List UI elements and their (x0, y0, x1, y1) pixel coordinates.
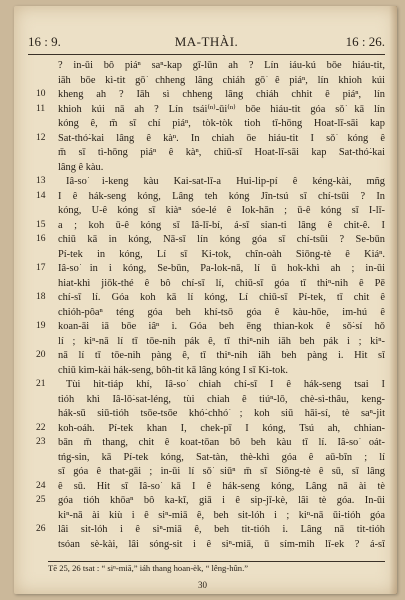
verse-number: 11 (36, 103, 46, 114)
header-book-title: MA-THÀI. (174, 34, 239, 49)
verse-number: 19 (36, 321, 46, 331)
verse-number: 23 (36, 437, 46, 447)
text-line: Tùi hit-tiáp khí, Iâ-so͘ chiah chí-sī I ê hák-seng tsai I (66, 379, 385, 390)
verse-number: 13 (36, 176, 46, 186)
text-line: koh-oáh. Pí-tek khan I, chek-pī I kóng, Tsú ah, chhian- (58, 422, 385, 434)
text-line: koan-āi iā bōe iâⁿ i. Góa beh ēng thian-kok ê sǒ͘-sí hǒ͘ (58, 321, 385, 332)
text-line: m̄ sī tì-hōng piáⁿ ê kàⁿ, chiū-sī Hoat-lī-sāi kap Sat-thó͘-kai (58, 147, 385, 158)
text-line: kóng, U-ê kóng sī kiàⁿ sóe-lé ê Iok-hān ; ū-ê kóng sī I-lī- (58, 205, 385, 216)
text-line: ? in-ūi bô piáⁿ saⁿ-kap gī-lūn ah ? Lín iáu-kú bōe hiáu-tit, (58, 60, 385, 71)
text-line: tńg-sin, kā Pí-tek kóng, Sat-tàn, thè-khì góa ê aū-bīn ; lí (58, 451, 385, 463)
text-line: Pí-tek in kóng, Lí sī Ki-tok, chîn-oàh Siōng-tè ê Kiáⁿ. (58, 248, 385, 260)
header-chapter-verse-end: 16 : 26. (345, 34, 385, 49)
text-line: I ê hák-seng kóng, Lâng teh kóng Jîn-tsú sī chí-tsūi ? In (58, 190, 385, 202)
text-line: chí-sī lí. Góa koh kā lí kóng, Lí chiū-sī Pí-tek, tī chit ê (58, 292, 385, 303)
verse-number: 15 (36, 219, 46, 230)
verse-number: 12 (36, 132, 46, 143)
text-line: a ; koh ū-ê kóng sī Iâ-lī-bí, á-sī sian-ti lâng ê chit-ê. I (58, 219, 385, 231)
verse-number: 14 (36, 190, 46, 201)
running-header (28, 34, 385, 52)
page-edge-shadow (389, 6, 397, 594)
verse-number: 24 (36, 480, 46, 491)
verse-number: 17 (36, 263, 46, 273)
verse-number: 26 (36, 524, 46, 534)
text-line: hák-sū siū-tióh tsōe-tsōe khó͘-chhó͘ ; koh siū hāi-sí, tè saⁿ-jit (58, 408, 385, 419)
text-line: nā lí tī tōe-nih pàng ê, tī thiⁿ-nih iāh beh pàng i. Hit sī (58, 350, 385, 361)
text-line: Iâ-so͘ in i kóng, Se-būn, Pa-lok-nā, lí ū hok-khì ah ; in-ūi (58, 263, 385, 274)
text-line: lâng ê kàu. (58, 161, 104, 173)
text-line: Sat-thó͘-kai lâng ê kàⁿ. In chiah ōe hiáu-tit I sǒ͘ kóng ê (58, 132, 385, 144)
text-line: sī góa ê that-gāi ; in-ūi lí sǒ͘ siūⁿ m̄ sī Siōng-tè ê sū, sī lâng (58, 466, 385, 477)
header-chapter-verse-start: 16 : 9. (28, 34, 61, 49)
verse-number: 21 (36, 379, 46, 389)
text-line: lí ; kiⁿ-nā lí tī tōe-nih pák ê, tī thiⁿ-nih iāh beh pák i ; kiⁿ- (58, 335, 385, 347)
text-line: bān m̄ thang, chit ê koat-tōan bô beh kàu tī lí. Iâ-so͘ oát- (58, 437, 385, 448)
verse-number: 18 (36, 292, 46, 302)
text-line: góa tióh khōaⁿ bô ka-kī, giā i ê sip-jī-kè, lâi tè góa. In-ūi (58, 495, 385, 506)
text-line: tióh khì Iâ-lō͘-sat-léng, tùi chiah ê tiúⁿ-lō, chè-sì-thâu, keng- (58, 393, 385, 405)
text-line: khioh kúi nā ah ? Lín tsái⁽ⁿ⁾-ūi⁽ⁿ⁾ bōe hiáu-tit góa sǒ͘ kā lín (58, 103, 385, 115)
text-line: kiⁿ-nā ài kiù i ê siⁿ-miā ê, beh sit-lóh i ; kiⁿ-nā ūi-tióh góa (58, 509, 385, 521)
text-line: chióh-pôaⁿ téng góa beh khí-tsō góa ê kàu-hōe, im-hú ê (58, 306, 385, 318)
verse-number: 10 (36, 89, 46, 99)
verse-number: 16 (36, 234, 46, 244)
text-line: ê sū. Hit sī Iâ-so͘ kā I ê hák-seng kóng, Lâng nā ài tè (58, 480, 385, 492)
footnote: Tē 25, 26 tsat : “ siⁿ-miā,” iáh thang hoan-èk, “ lêng-hûn.” (48, 563, 249, 573)
text-line: tsóan sè-kài, lâi sóng-sit i ê siⁿ-miā, ū sím-mih lī-ek ? á-sī (58, 538, 385, 550)
text-line: kóng ê, m̄ sī chí piáⁿ, tòk-tòk tioh tī-hōng Hoat-lī-sāi kap (58, 118, 385, 129)
text-line: Iâ-so͘ i-keng kàu Kai-sat-lī-a Hui-lip-pí ê kéng-kài, mñg (66, 176, 385, 187)
text-line: hiat-khì jiōk-thé ê bô chí-sī lí, chiū-sī góa tī thiⁿ-nih ê Pē (58, 277, 385, 289)
header-rule (28, 54, 385, 55)
page-number: 30 (198, 580, 207, 590)
text-line: chiū kìm-kài hák-seng, bôh-tit kā lâng kóng I sī Ki-tok. (58, 364, 288, 376)
verse-number: 25 (36, 495, 46, 505)
text-line: lâi sit-lóh i ê siⁿ-miā ê, beh tit-tióh i. Lâng nā tit-tióh (58, 524, 385, 535)
text-line: kheng ah ? Iāh sì chheng lâng chiáh chhit ê piáⁿ, lín (58, 89, 385, 100)
text-line: chiū kā in kóng, Nā-sī lín kóng góa sī chí-tsūi ? Se-būn (58, 234, 385, 245)
verse-number: 20 (36, 350, 46, 360)
text-line: iāh bōe kì-tit gō͘ chheng lâng chiáh gō͘ ê piáⁿ, lín khioh kúi (58, 74, 385, 86)
verse-number: 22 (36, 422, 46, 433)
